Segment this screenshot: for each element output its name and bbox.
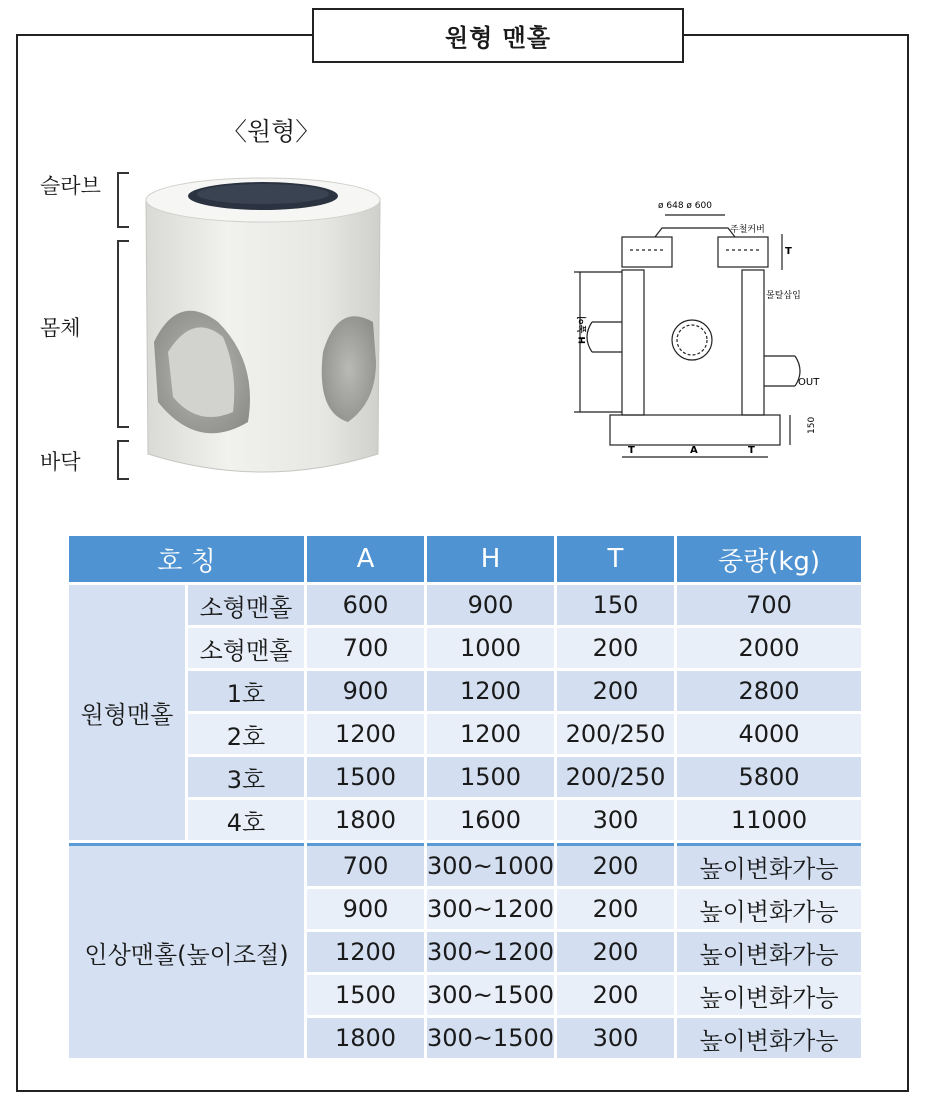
- cell-a: 1500: [307, 757, 424, 797]
- cell-weight: 높이변화가능: [677, 843, 861, 886]
- cell-t: 200/250: [557, 714, 674, 754]
- diameter-label: ø 648 ø 600: [658, 201, 712, 211]
- cell-h: 300~1000: [427, 843, 554, 886]
- cell-h: 300~1200: [427, 889, 554, 929]
- cell-t: 200: [557, 843, 674, 886]
- group-label-round: 원형맨홀: [69, 585, 185, 840]
- slab-bracket: [117, 172, 129, 228]
- cell-a: 1200: [307, 932, 424, 972]
- cell-a: 700: [307, 843, 424, 886]
- table-row: [69, 628, 861, 668]
- header-weight: 중량(kg): [677, 536, 861, 582]
- cell-a: 1800: [307, 1018, 424, 1058]
- cell-weight: 2000: [677, 628, 861, 668]
- table-row: [69, 757, 861, 797]
- table-row: [69, 800, 861, 840]
- cell-t: 200: [557, 932, 674, 972]
- cell-h: 1600: [427, 800, 554, 840]
- part-label-body: 몸체: [40, 316, 81, 340]
- cell-h: 300~1200: [427, 932, 554, 972]
- header-name: 호 칭: [69, 536, 304, 582]
- cell-weight: 높이변화가능: [677, 975, 861, 1015]
- table-row: [69, 671, 861, 711]
- cell-a: 700: [307, 628, 424, 668]
- cell-name: 4호: [188, 800, 304, 840]
- cell-name: 3호: [188, 757, 304, 797]
- cell-weight: 2800: [677, 671, 861, 711]
- cell-a: 1500: [307, 975, 424, 1015]
- cell-weight: 5800: [677, 757, 861, 797]
- cell-a: 1800: [307, 800, 424, 840]
- cell-h: 1200: [427, 714, 554, 754]
- cell-t: 200/250: [557, 757, 674, 797]
- page-title: 원형 맨홀: [312, 8, 684, 63]
- table-row: [69, 585, 861, 625]
- cell-a: 1200: [307, 714, 424, 754]
- t-top-label: T: [785, 246, 792, 257]
- manhole-product-image: [138, 172, 388, 492]
- part-label-slab: 슬라브: [40, 174, 101, 198]
- t-left-label: T: [628, 445, 635, 456]
- cell-h: 900: [427, 585, 554, 625]
- cell-name: 소형맨홀: [188, 585, 304, 625]
- header-a: A: [307, 536, 424, 582]
- cell-h: 300~1500: [427, 1018, 554, 1058]
- cell-t: 200: [557, 889, 674, 929]
- cell-weight: 700: [677, 585, 861, 625]
- cell-a: 900: [307, 671, 424, 711]
- cell-h: 1500: [427, 757, 554, 797]
- cell-t: 200: [557, 671, 674, 711]
- cell-t: 200: [557, 628, 674, 668]
- cell-h: 1200: [427, 671, 554, 711]
- body-bracket: [117, 240, 129, 428]
- cell-weight: 11000: [677, 800, 861, 840]
- cell-name: 2호: [188, 714, 304, 754]
- manhole-section-diagram: [560, 190, 840, 470]
- cell-name: 소형맨홀: [188, 628, 304, 668]
- cell-t: 300: [557, 800, 674, 840]
- ring-label: 몰탈삽입: [766, 291, 801, 301]
- height-label: H 높이: [578, 315, 588, 344]
- a-label: A: [690, 445, 698, 456]
- cell-t: 150: [557, 585, 674, 625]
- base-height-label: 150: [807, 416, 817, 434]
- cell-a: 900: [307, 889, 424, 929]
- cell-weight: 높이변화가능: [677, 889, 861, 929]
- cell-weight: 4000: [677, 714, 861, 754]
- header-h: H: [427, 536, 554, 582]
- cell-t: 200: [557, 975, 674, 1015]
- cell-t: 300: [557, 1018, 674, 1058]
- cover-label: 주철커버: [730, 225, 765, 235]
- base-bracket: [117, 440, 129, 480]
- cell-h: 1000: [427, 628, 554, 668]
- cell-weight: 높이변화가능: [677, 1018, 861, 1058]
- group-label-raise: 인상맨홀(높이조절): [69, 843, 304, 1058]
- header-t: T: [557, 536, 674, 582]
- out-label: OUT: [798, 377, 820, 388]
- cell-h: 300~1500: [427, 975, 554, 1015]
- cell-weight: 높이변화가능: [677, 932, 861, 972]
- cell-name: 1호: [188, 671, 304, 711]
- part-label-base: 바닥: [40, 450, 81, 474]
- product-subtitle: 〈원형〉: [222, 117, 321, 146]
- t-right-label: T: [748, 445, 755, 456]
- table-row: [69, 714, 861, 754]
- cell-a: 600: [307, 585, 424, 625]
- spec-table: [66, 533, 864, 1061]
- table-row: [69, 843, 861, 886]
